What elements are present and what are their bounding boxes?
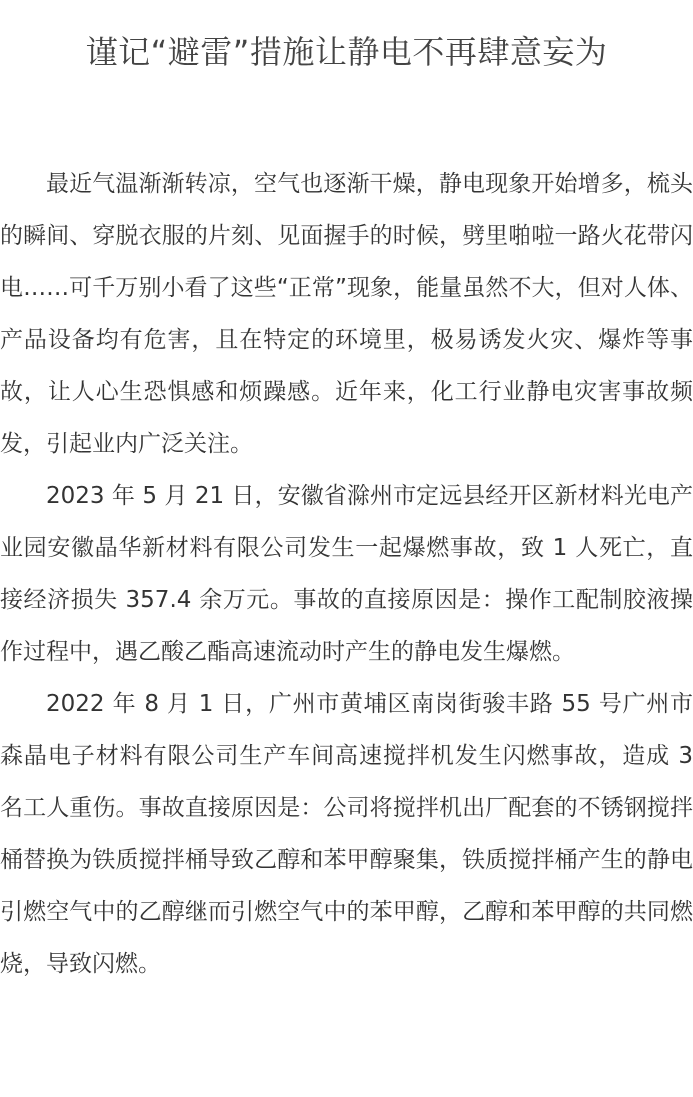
paragraph-intro: 最近气温渐渐转凉，空气也逐渐干燥，静电现象开始增多，梳头的瞬间、穿脱衣服的片刻、见面握手的时候，劈里啪啦一路火花带闪电……可千万别小看了这些“正常”现象，能量虽然不大，但对人体、产品设备均有危害，且在特定的环境里，极易诱发火灾、爆炸等事故，让人心生恐惧感和烦躁感。近年来，化工行业静电灾害事故频发，引起业内广泛关注。 bbox=[0, 171, 693, 457]
article-body bbox=[0, 158, 693, 990]
paragraph-incident-2023: 2023 年 5 月 21 日，安徽省滁州市定远县经开区新材料光电产业园安徽晶华新材料有限公司发生一起爆燃事故，致 1 人死亡，直接经济损失 357.4 余万元。事故的直接原因是：操作工配制胶液操作过程中，遇乙酸乙酯高速流动时产生的静电发生爆燃。 bbox=[0, 483, 693, 665]
article-title: 谨记“避雷”措施让静电不再肆意妄为 bbox=[85, 33, 608, 71]
paragraph-incident-2022: 2022 年 8 月 1 日，广州市黄埔区南岗街骏丰路 55 号广州市森晶电子材料有限公司生产车间高速搅拌机发生闪燃事故，造成 3 名工人重伤。事故直接原因是：公司将搅拌机出厂配套的不锈钢搅拌桶替换为铁质搅拌桶导致乙醇和苯甲醇聚集，铁质搅拌桶产生的静电引燃空气中的乙醇继而引燃空气中的苯甲醇，乙醇和苯甲醇的共同燃烧，导致闪燃。 bbox=[0, 691, 693, 977]
